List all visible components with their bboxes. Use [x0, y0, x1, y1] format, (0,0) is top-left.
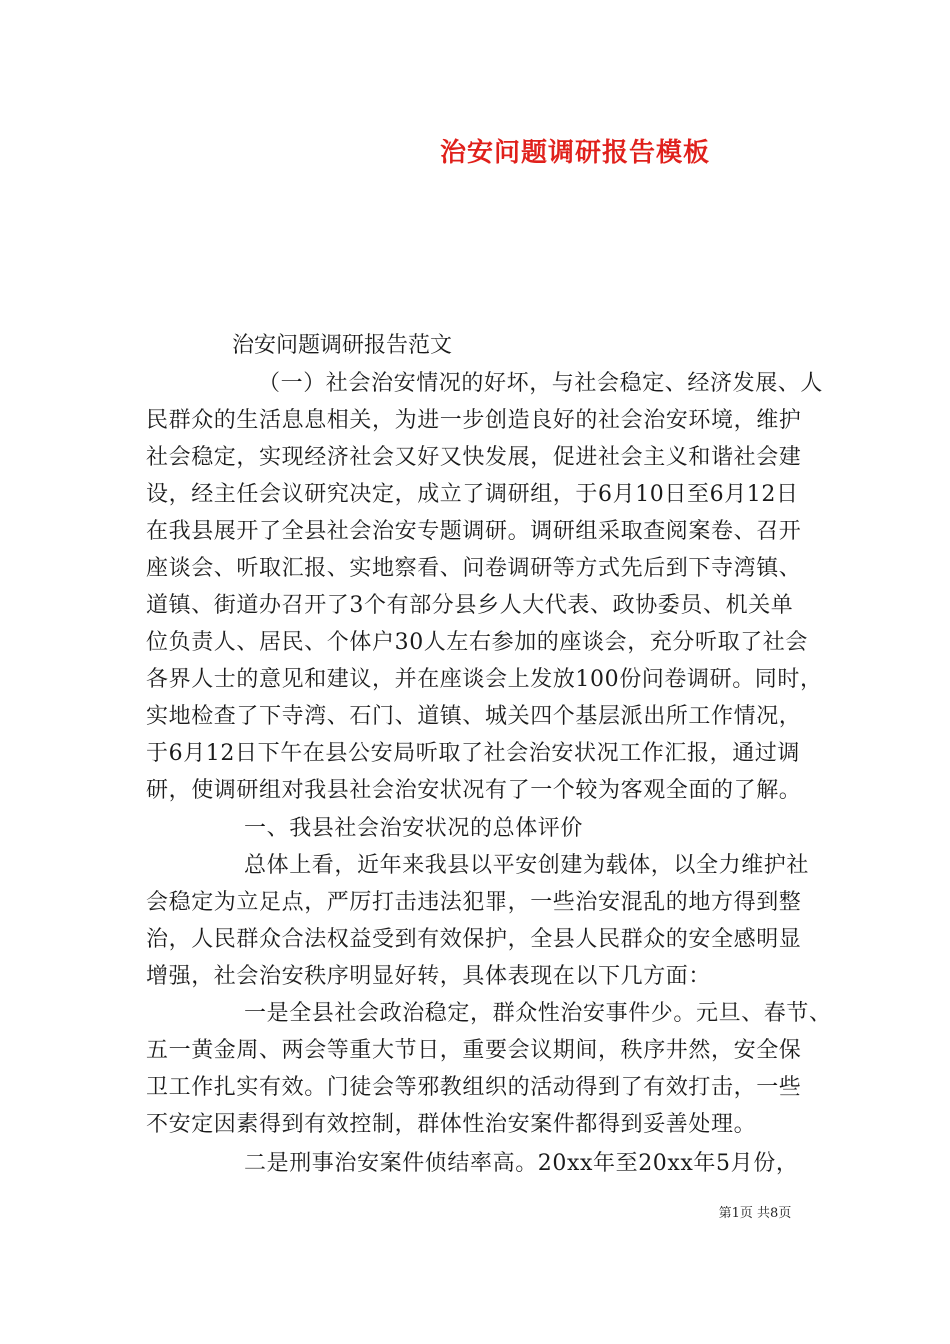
body-line: 民群众的生活息息相关，为进一步创造良好的社会治安环境，维护	[146, 408, 802, 433]
body-line: 于6月12日下午在县公安局听取了社会治安状况工作汇报，通过调	[146, 741, 800, 766]
body-line: 在我县展开了全县社会治安专题调研。调研组采取查阅案卷、召开	[146, 519, 802, 544]
body-line: 设，经主任会议研究决定，成立了调研组，于6月10日至6月12日	[146, 482, 799, 507]
body-line: 研，使调研组对我县社会治安状况有了一个较为客观全面的了解。	[146, 778, 802, 803]
body-line: 位负责人、居民、个体户30人左右参加的座谈会，充分听取了社会	[146, 630, 808, 655]
body-line: 二是刑事治安案件侦结率高。20xx年至20xx年5月份，	[244, 1151, 799, 1176]
page-footer	[0, 1202, 950, 1221]
body-line: 道镇、街道办召开了3个有部分县乡人大代表、政协委员、机关单	[146, 593, 794, 618]
body-line: 总体上看，近年来我县以平安创建为载体，以全力维护社	[244, 853, 810, 878]
body-line: 增强，社会治安秩序明显好转，具体表现在以下几方面：	[146, 964, 712, 989]
page-number: 第1页 共8页	[718, 1206, 792, 1221]
document-title: 治安问题调研报告模板	[439, 138, 710, 168]
body-line: 会稳定为立足点，严厉打击违法犯罪，一些治安混乱的地方得到整	[146, 890, 802, 915]
body-line: 卫工作扎实有效。门徒会等邪教组织的活动得到了有效打击，一些	[146, 1075, 802, 1100]
body-line: 社会稳定，实现经济社会又好又快发展，促进社会主义和谐社会建	[146, 445, 802, 470]
body-line: （一）社会治安情况的好坏，与社会稳定、经济发展、人	[258, 371, 824, 396]
body-line: 座谈会、听取汇报、实地察看、问卷调研等方式先后到下寺湾镇、	[146, 556, 802, 581]
section-heading: 一、我县社会治安状况的总体评价	[244, 816, 584, 841]
subtitle: 治安问题调研报告范文	[232, 333, 453, 358]
body-line: 不安定因素得到有效控制，群体性治安案件都得到妥善处理。	[146, 1112, 757, 1137]
body-line: 实地检查了下寺湾、石门、道镇、城关四个基层派出所工作情况，	[146, 704, 802, 729]
body-line: 五一黄金周、两会等重大节日，重要会议期间，秩序井然，安全保	[146, 1038, 802, 1063]
body-line: 各界人士的意见和建议，并在座谈会上发放100份问卷调研。同时，	[146, 667, 823, 692]
body-line: 一是全县社会政治稳定，群众性治安事件少。元旦、春节、	[244, 1001, 832, 1026]
body-line: 治，人民群众合法权益受到有效保护，全县人民群众的安全感明显	[146, 927, 802, 952]
document-title-wrap	[0, 132, 950, 169]
